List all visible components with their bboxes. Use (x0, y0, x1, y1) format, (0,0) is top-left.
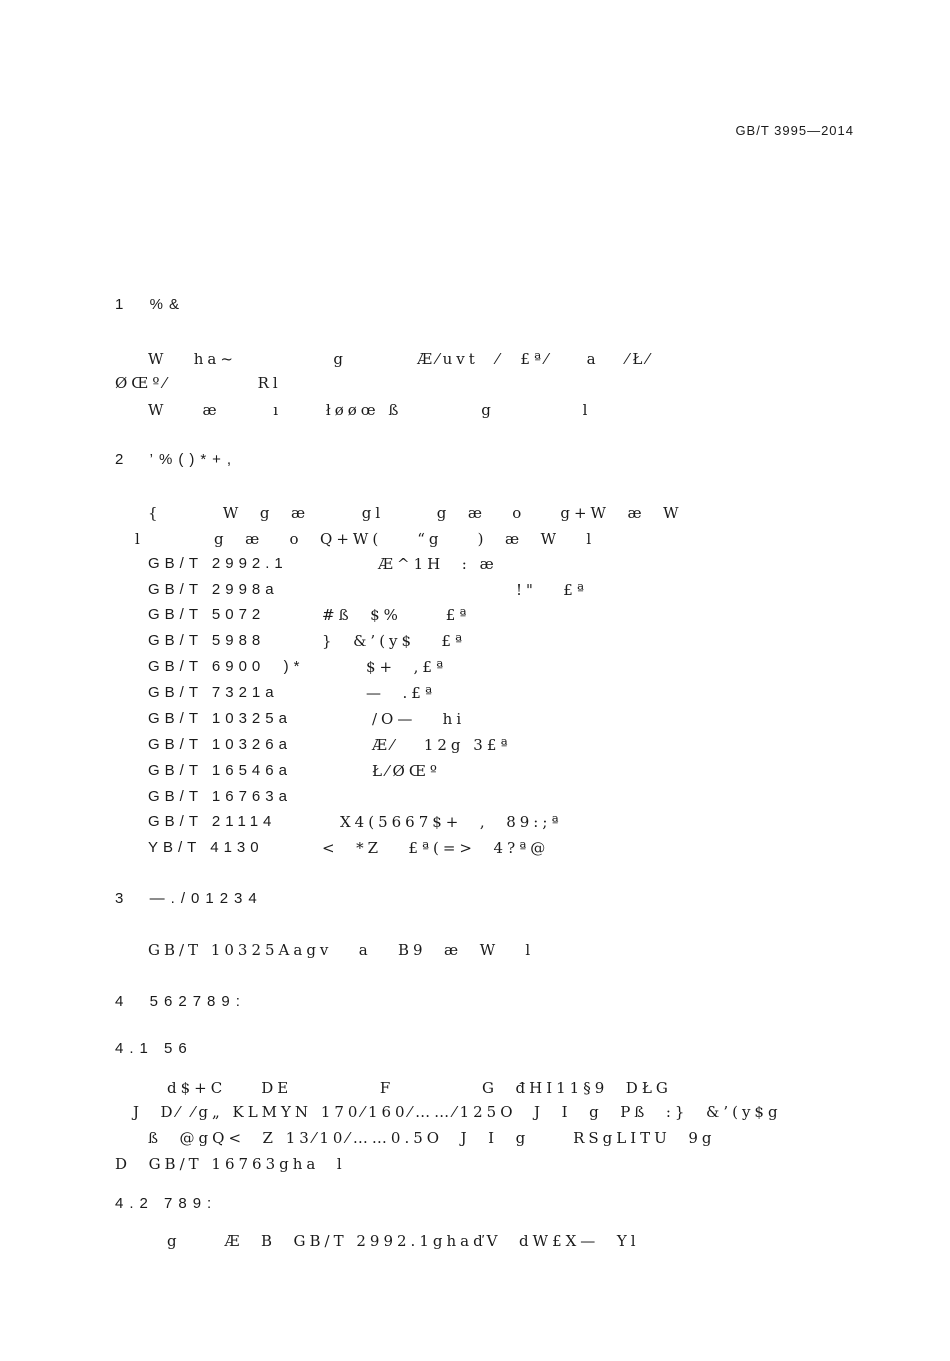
section-4-1-line-4: D GB/T 16763gha l (115, 1155, 346, 1173)
reference-title: Æ⁄ 12g 3£ª (372, 736, 512, 754)
section-4-2-line-1: g Æ B GB/T 2992.1ghaďV dW£X— Yl (167, 1232, 640, 1250)
reference-title: } &’(y$ £ª (322, 632, 467, 650)
section-4-1-line-2: J D⁄ ⁄g„ KLMYN 170⁄160⁄……⁄125O J I g Pß :} &’(y$g (133, 1103, 782, 1121)
section-3-line-1: GB/T 10325Aagv a B9 æ W l (148, 941, 535, 959)
reference-code: GB/T 16546a (148, 762, 292, 779)
reference-code: GB/T 2998a (148, 581, 279, 598)
reference-title: X4(5667$+ , 89:;ª (340, 813, 563, 831)
reference-title: Æ^1H : æ (378, 555, 498, 573)
section-4-1-line-3: ß @gQ< Z 13⁄10⁄……0.5O J I g RSgLITU 9g (148, 1129, 716, 1147)
reference-code: GB/T 10325a (148, 710, 292, 727)
reference-code: GB/T 10326a (148, 736, 292, 753)
reference-code: GB/T 5988 (148, 632, 266, 649)
section-1-line-1: W ha~ g Æ⁄uvt ⁄ £ª⁄ a ⁄Ł⁄ (148, 350, 653, 368)
reference-code: GB/T 7321a (148, 684, 279, 701)
reference-title: Ł⁄ØŒº (372, 762, 441, 780)
reference-title: < *Z £ª(=> 4?ª@ (322, 839, 550, 857)
section-4-1-line-1: d$+C DE F G đHI11§9 DŁG (167, 1079, 672, 1097)
reference-code: GB/T 2992.1 (148, 555, 288, 572)
reference-title: /O— hi (372, 710, 466, 728)
section-2-line-1: { W g æ gl g æ o g+W æ W (148, 504, 683, 522)
section-2-line-2: l g æ o Q+W( “g ) æ W l (135, 530, 596, 548)
reference-title: !" £ª (516, 581, 588, 599)
section-1-heading: 1 %& (115, 296, 186, 313)
reference-code: YB/T 4130 (148, 839, 264, 856)
reference-title: — .£ª (366, 684, 436, 702)
reference-title: #ß $% £ª (322, 606, 471, 624)
standard-code: GB/T 3995—2014 (735, 123, 854, 138)
reference-code: GB/T 6900 )* (148, 658, 305, 675)
reference-code: GB/T 21114 (148, 813, 277, 830)
reference-code: GB/T 5072 (148, 606, 266, 623)
section-4-2-heading: 4.2 789: (115, 1195, 218, 1212)
section-1-line-2: ØŒº⁄ Rl (115, 374, 282, 392)
reference-code: GB/T 16763a (148, 788, 292, 805)
section-4-1-heading: 4.1 56 (115, 1040, 193, 1057)
section-3-heading: 3 —./01234 (115, 890, 263, 907)
section-2-heading: 2 ’%()*+, (115, 451, 238, 468)
section-1-line-3: W æ ı łøøœ ß g l (148, 401, 592, 419)
reference-title: $+ ,£ª (366, 658, 448, 676)
section-4-heading: 4 562789: (115, 993, 246, 1010)
